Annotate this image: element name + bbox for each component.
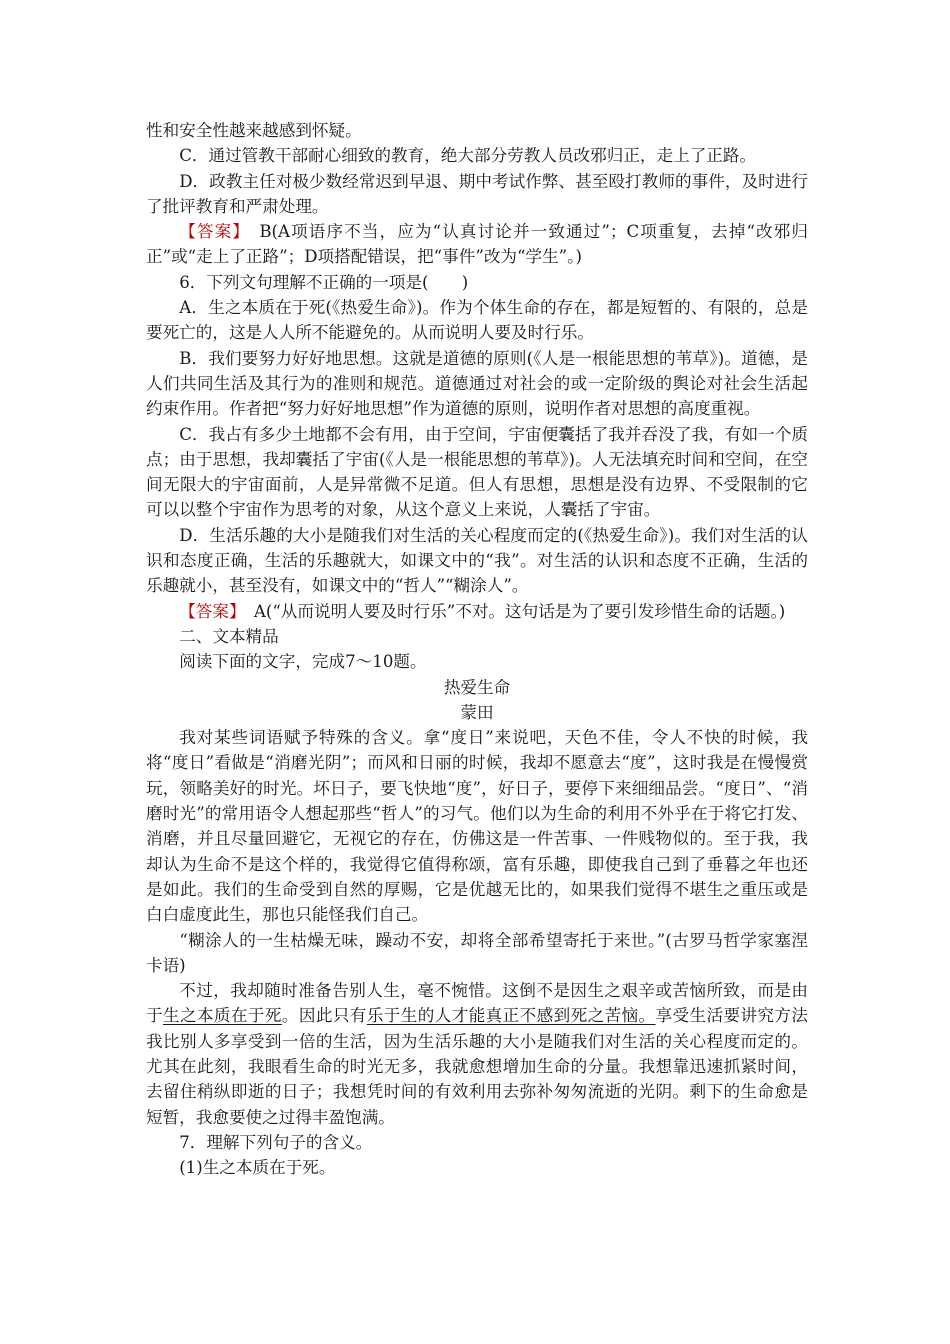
essay-author: 蒙田 bbox=[460, 702, 494, 722]
underlined-sentence-1: 生之本质在于死 bbox=[162, 1006, 282, 1026]
q6-option-d: D．生活乐趣的大小是随我们对生活的关心程度而定的(《热爱生命》)。我们对生活的认识和态度正确，生活的乐趣就大，如课文中的“我”。对生活的认识和态度不正确，生活的乐趣就小，甚至没有，如课文中的“哲人”“糊涂人”。 bbox=[146, 525, 808, 596]
q6-answer bbox=[146, 599, 808, 624]
q5-continuation: 性和安全性越来越感到怀疑。 bbox=[146, 121, 362, 140]
essay-paragraph-3 bbox=[146, 978, 808, 1130]
q6-option-b: B．我们要努力好好地思想。这就是道德的原则(《人是一根能思想的苇草》)。道德，是人们共同生活及其行为的准则和规范。道德通过对社会的或一定阶级的舆论对社会生活起约束作用。作者把“努力好好地思想”作为道德的原则，说明作者对思想的高度重视。 bbox=[146, 348, 808, 419]
essay-title: 热爱生命 bbox=[443, 677, 511, 697]
para3-text-b: 。因此只有 bbox=[281, 1006, 367, 1026]
section-heading: 二、文本精品 bbox=[179, 626, 279, 646]
q5-answer bbox=[146, 219, 808, 270]
reading-instruction: 阅读下面的文字，完成7～10题。 bbox=[179, 652, 427, 672]
q6-option-c: C．我占有多少土地都不会有用，由于空间，宇宙便囊括了我并吞没了我，有如一个质点；由于思想，我却囊括了宇宙(《人是一根能思想的苇草》)。人无法填充时间和空间，在空间无限大的宇宙面前，人是异常微不足道。但人有思想，思想是没有边界、不受限制的它可以以整个宇宙作为思考的对象，从这个意义上来说，人囊括了宇宙。 bbox=[146, 424, 808, 520]
q5-answer-text: B(A项语序不当，应为“认真讨论并一致通过”；C项重复，去掉“改邪归正”或“走上了正路”；D项搭配错误，把“事件”改为“学生”。) bbox=[146, 222, 808, 267]
q7-stem: 7．理解下列句子的含义。 bbox=[179, 1132, 373, 1152]
q6-answer-text: A(“从而说明人要及时行乐”不对。这句话是为了要引发珍惜生命的话题。) bbox=[237, 601, 786, 621]
essay-paragraph-1: 我对某些词语赋予特殊的含义。拿“度日”来说吧，天色不佳，令人不快的时候，我将“度日”看做是“消磨光阴”；而风和日丽的时候，我却不愿意去“度”，这时我是在慢慢赏玩，领略美好的时光。坏日子，要飞快地“度”，好日子，要停下来细细品尝。“度日”、“消磨时光”的常用语令人想起那些“哲人”的习气。他们以为生命的利用不外乎在于将它打发、消磨，并且尽量回避它，无视它的存在，仿佛这是一件苦事、一件贱物似的。至于我，我却认为生命不是这个样的，我觉得它值得称颂，富有乐趣，即使我自己到了垂暮之年也还是如此。我们的生命受到自然的厚赐，它是优越无比的，如果我们觉得不堪生之重压或是白白虚度此生，那也只能怪我们自己。 bbox=[146, 728, 808, 925]
answer-label: 【答案】 bbox=[179, 601, 238, 621]
document-body bbox=[146, 118, 808, 1180]
answer-label: 【答案】 bbox=[179, 222, 242, 242]
q7-item-1: (1)生之本质在于死。 bbox=[179, 1158, 336, 1178]
para3-text-a: 不过，我却随时准备告别人生，毫不惋惜。这倒不是因生之艰辛或苦恼所致，而是由于 bbox=[146, 981, 808, 1026]
q6-stem: 6．下列文句理解不正确的一项是( ) bbox=[179, 272, 469, 292]
essay-paragraph-2: “糊涂人的一生枯燥无味，躁动不安，却将全部希望寄托于来世。”(古罗马哲学家塞涅卡语) bbox=[146, 930, 808, 975]
underlined-sentence-2: 乐于生的人才能真正不感到死之苦恼。 bbox=[366, 1006, 656, 1026]
q6-option-a: A．生之本质在于死(《热爱生命》)。作为个体生命的存在，都是短暂的、有限的，总是要死亡的，这是人人所不能避免的。从而说明人要及时行乐。 bbox=[146, 298, 808, 343]
para3-text-c: 享受生活要讲究方法我比别人多享受到一倍的生活，因为生活乐趣的大小是随我们对生活的关心程度而定的。尤其在此刻，我眼看生命的时光无多，我就愈想增加生命的分量。我想靠迅速抓紧时间，去留住稍纵即逝的日子；我想凭时间的有效利用去弥补匆匆流逝的光阴。剩下的生命愈是短暂，我愈要使之过得丰盈饱满。 bbox=[146, 1006, 808, 1127]
q5-option-c: C．通过管教干部耐心细致的教育，绝大部分劳教人员改邪归正，走上了正路。 bbox=[179, 146, 757, 166]
q5-option-d: D．政教主任对极少数经常迟到早退、期中考试作弊、甚至殴打教师的事件，及时进行了批评教育和严肃处理。 bbox=[146, 171, 808, 216]
